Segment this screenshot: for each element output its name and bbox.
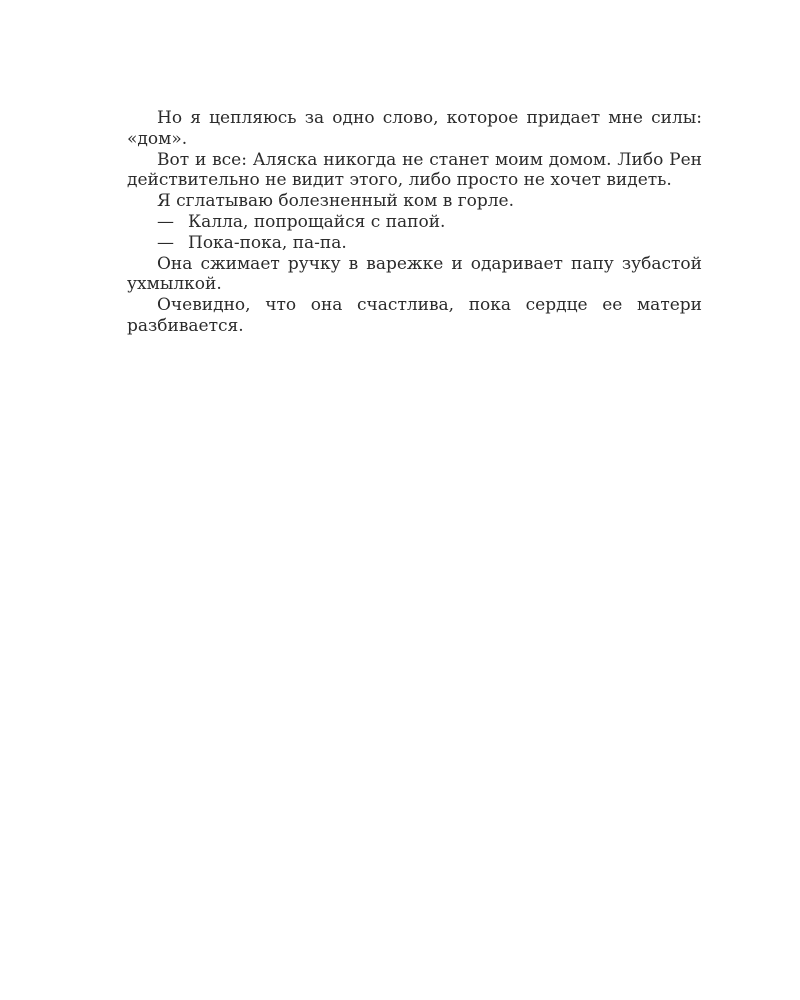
dialogue-dash: — (157, 211, 174, 232)
book-page-text (127, 108, 702, 337)
paragraph: Я сглатываю болезненный ком в горле. (157, 191, 515, 212)
paragraph: Очевидно, что она счастлива, пока сердце ее матери разбивается. (127, 295, 702, 336)
paragraph: Но я цепляюсь за одно слово, которое придает мне силы: «дом». (127, 108, 702, 149)
dialogue-line (127, 212, 702, 233)
paragraph: Она сжимает ручку в варежке и одаривает папу зубастой ухмылкой. (127, 253, 702, 295)
dialogue-dash: — (157, 232, 174, 253)
paragraph: Вот и все: Аляска никогда не станет моим домом. Либо Рен действительно не видит этого, либо просто не хочет видеть. (127, 149, 702, 191)
dialogue-line (127, 233, 702, 254)
dialogue-text: Калла, попрощайся с папой. (188, 211, 446, 232)
dialogue-text: Пока-пока, па-па. (188, 232, 347, 253)
